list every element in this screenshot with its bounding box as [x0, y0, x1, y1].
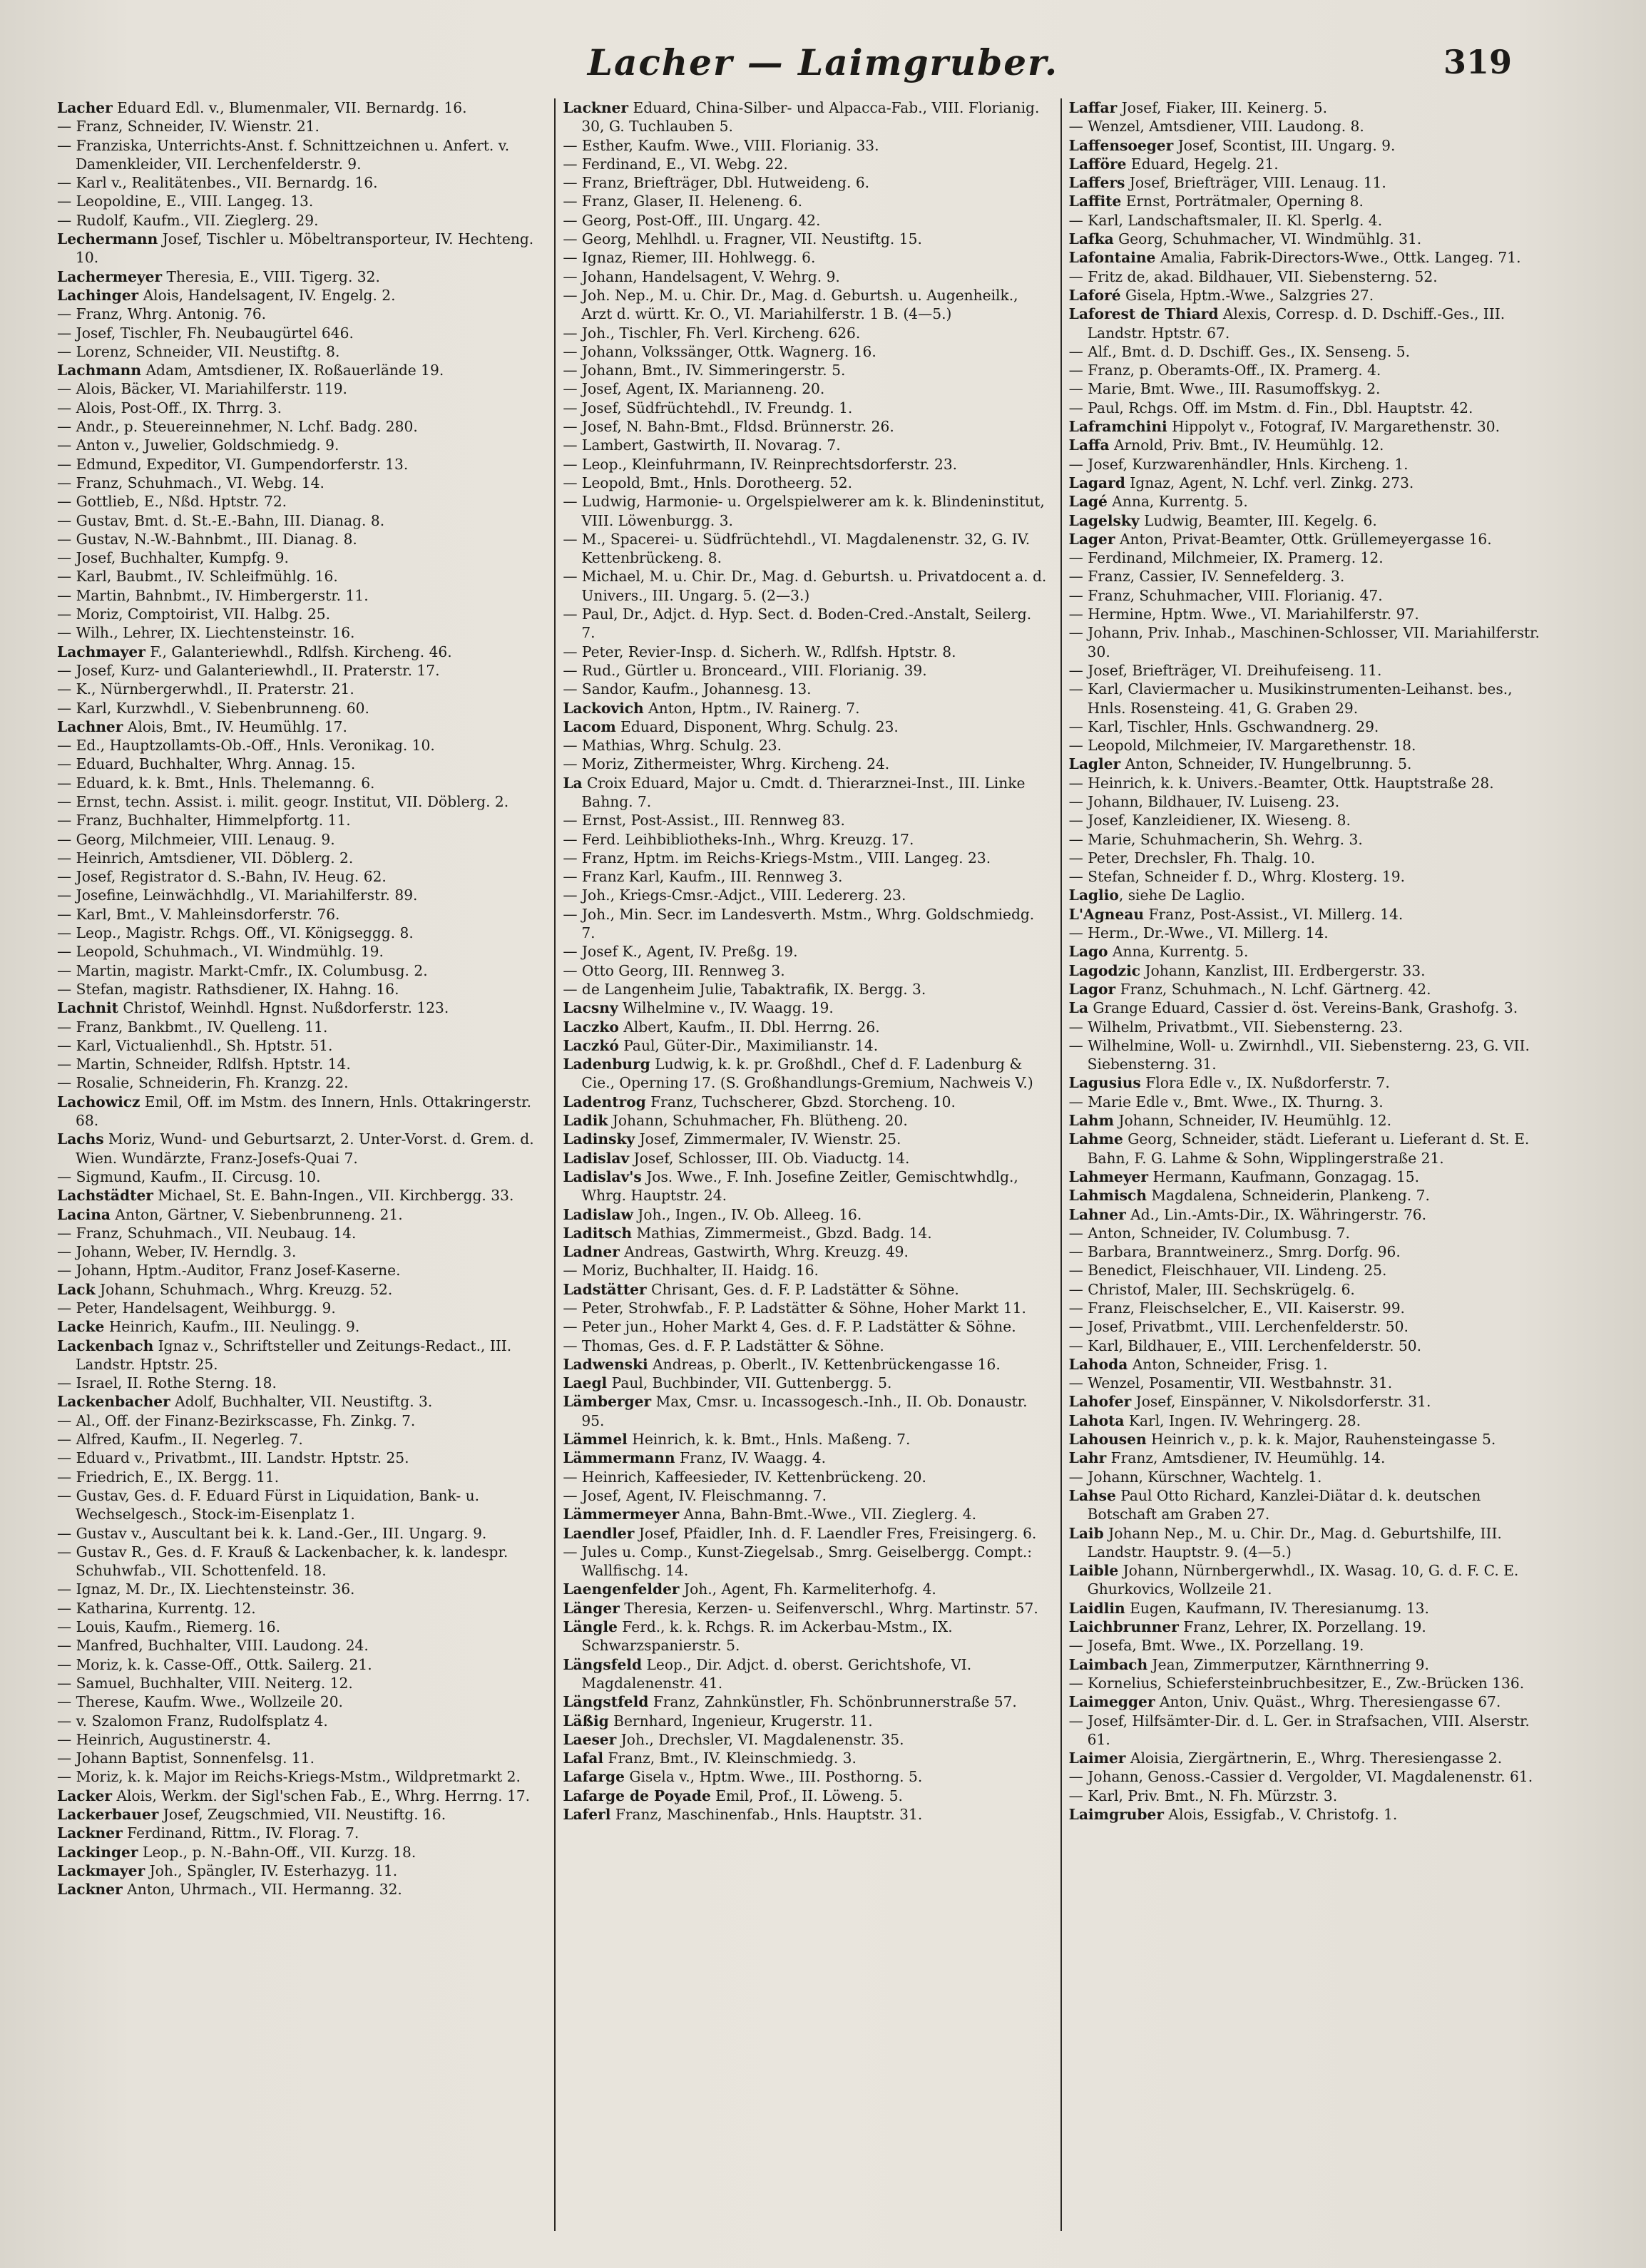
directory-entry: Lackinger Leop., p. N.-Bahn-Off., VII. Kurzg. 18. — [57, 1843, 416, 1861]
directory-entry: Lagler Anton, Schneider, IV. Hungelbrunng. 5. — [1068, 755, 1412, 773]
directory-entry: — Alois, Post-Off., IX. Thrrg. 3. — [57, 399, 282, 417]
directory-entry: Laffar Josef, Fiaker, III. Keinerg. 5. — [1068, 99, 1328, 116]
directory-entry: — Gustav, Ges. d. F. Eduard Fürst in Liquidation, Bank- u. Wechselgesch., Stock-im-Eisenplatz 1. — [57, 1486, 480, 1523]
directory-entry: Längle Ferd., k. k. Rchgs. R. im Ackerbau-Mstm., IX. Schwarzspanierstr. 5. — [563, 1618, 953, 1655]
directory-entry: — Joh., Kriegs-Cmsr.-Adjct., VIII. Ledererg. 23. — [563, 887, 906, 904]
directory-entry: Laffensoeger Josef, Scontist, III. Ungarg. 9. — [1068, 136, 1396, 154]
directory-entry: — Franziska, Unterrichts-Anst. f. Schnittzeichnen u. Anfert. v. Damenkleider, VII. Lerchenfelderstr. 9. — [57, 136, 510, 173]
directory-entry: — Josef, N. Bahn-Bmt., Fldsd. Brünnerstr. 26. — [563, 418, 894, 436]
directory-entry: — Karl, Priv. Bmt., N. Fh. Mürzstr. 3. — [1068, 1787, 1338, 1804]
directory-entry: — Leop., Kleinfuhrmann, IV. Reinprechtsdorferstr. 23. — [563, 455, 958, 473]
directory-entry: Lämmermann Franz, IV. Waagg. 4. — [563, 1449, 827, 1467]
directory-entry: Laimer Aloisia, Ziergärtnerin, E., Whrg. Theresiengasse 2. — [1068, 1749, 1503, 1767]
directory-entry: L'Agneau Franz, Post-Assist., VI. Millerg. 14. — [1068, 905, 1404, 923]
directory-entry: Laib Johann Nep., M. u. Chir. Dr., Mag. d. Geburtshilfe, III. Landstr. Hauptstr. 9. (4—5.) — [1068, 1524, 1502, 1560]
directory-entry: Länger Theresia, Kerzen- u. Seifenverschl., Whrg. Martinstr. 57. — [563, 1599, 1038, 1617]
directory-entry: Lämberger Max, Cmsr. u. Incassogesch.-Inh., II. Ob. Donaustr. 95. — [563, 1393, 1028, 1429]
directory-entry: Lafföre Eduard, Hegelg. 21. — [1068, 155, 1279, 173]
directory-entry: — Paul, Rchgs. Off. im Mstm. d. Fin., Dbl. Hauptstr. 42. — [1068, 399, 1473, 417]
page-number: 319 — [1443, 43, 1512, 81]
directory-entry: — Johann, Hptm.-Auditor, Franz Josef-Kaserne. — [57, 1262, 401, 1279]
column-right — [1060, 98, 1555, 2231]
directory-entry: Lackner Ferdinand, Rittm., IV. Florag. 7. — [57, 1824, 359, 1842]
directory-entry: Laimbach Jean, Zimmerputzer, Kärnthnerring 9. — [1068, 1655, 1429, 1673]
directory-entry: — Gustav R., Ges. d. F. Krauß & Lackenbacher, k. k. landespr. Schuhwfab., VII. Schottenfeld. 18. — [57, 1543, 508, 1580]
directory-entry: — Johann, Kürschner, Wachtelg. 1. — [1068, 1468, 1322, 1486]
directory-entry: — Rudolf, Kaufm., VII. Zieglerg. 29. — [57, 211, 319, 229]
directory-entry: — Alf., Bmt. d. D. Dschiff. Ges., IX. Senseng. 5. — [1068, 342, 1411, 360]
directory-entry: — Franz, p. Oberamts-Off., IX. Pramerg. 4. — [1068, 362, 1381, 379]
directory-entry: — Moriz, k. k. Casse-Off., Ottk. Sailerg. 21. — [57, 1655, 372, 1673]
directory-entry: — Karl, Victualienhdl., Sh. Hptstr. 51. — [57, 1036, 333, 1054]
directory-entry: — Georg, Mehlhdl. u. Fragner, VII. Neustiftg. 15. — [563, 230, 922, 248]
directory-entry: — Karl, Baubmt., IV. Schleifmühlg. 16. — [57, 568, 338, 586]
directory-entry: — Joh., Min. Secr. im Landesverth. Mstm., Whrg. Goldschmiedg. 7. — [563, 905, 1035, 942]
directory-entry: Laforest de Thiard Alexis, Corresp. d. D. Dschiff.-Ges., III. Landstr. Hptstr. 67. — [1068, 305, 1506, 342]
directory-entry: — Leopold, Bmt., Hnls. Dorotheerg. 52. — [563, 474, 852, 491]
directory-entry: — Josef, Tischler, Fh. Neubaugürtel 646. — [57, 324, 354, 342]
directory-entry: — Louis, Kaufm., Riemerg. 16. — [57, 1618, 281, 1636]
directory-entry: — Wenzel, Amtsdiener, VIII. Laudong. 8. — [1068, 118, 1364, 136]
column-left — [57, 98, 543, 2231]
directory-entry: — Karl, Landschaftsmaler, II. Kl. Sperlg. 4. — [1068, 211, 1383, 229]
directory-entry: — Franz, Schuhmach., VII. Neubaug. 14. — [57, 1224, 357, 1242]
directory-entry: Lachmann Adam, Amtsdiener, IX. Roßauerlände 19. — [57, 362, 444, 379]
directory-entry: Laimegger Anton, Univ. Quäst., Whrg. Theresiengasse 67. — [1068, 1693, 1501, 1711]
directory-entry: — Sigmund, Kaufm., II. Circusg. 10. — [57, 1168, 321, 1185]
directory-entry: Ladstätter Chrisant, Ges. d. F. P. Ladstätter & Söhne. — [563, 1280, 959, 1298]
directory-entry: — Martin, Schneider, Rdlfsh. Hptstr. 14. — [57, 1056, 351, 1073]
directory-entry: Lachermeyer Theresia, E., VIII. Tigerg. 32. — [57, 267, 380, 285]
directory-entry: Lacom Eduard, Disponent, Whrg. Schulg. 23. — [563, 717, 899, 735]
directory-entry: La Grange Eduard, Cassier d. öst. Vereins-Bank, Grashofg. 3. — [1068, 999, 1518, 1017]
directory-entry: — Edmund, Expeditor, VI. Gumpendorferstr. 13. — [57, 455, 409, 473]
directory-entry: Lackerbauer Josef, Zeugschmied, VII. Neustiftg. 16. — [57, 1806, 446, 1824]
directory-entry: — v. Szalomon Franz, Rudolfsplatz 4. — [57, 1712, 328, 1730]
directory-entry: — Peter, Drechsler, Fh. Thalg. 10. — [1068, 849, 1315, 867]
running-head: Lacher — Laimgruber. — [587, 41, 1059, 83]
directory-entry: Lafarge Gisela v., Hptm. Wwe., III. Posthorng. 5. — [563, 1768, 923, 1786]
directory-entry: Ladik Johann, Schuhmacher, Fh. Blütheng. 20. — [563, 1112, 908, 1130]
directory-entry: — Josef, Kanzleidiener, IX. Wieseng. 8. — [1068, 812, 1351, 829]
directory-entry: — Anton v., Juwelier, Goldschmiedg. 9. — [57, 436, 339, 454]
directory-entry: Laglio, siehe De Laglio. — [1068, 887, 1245, 904]
directory-entry: — Franz, Buchhalter, Himmelpfortg. 11. — [57, 812, 351, 829]
directory-entry: La Croix Eduard, Major u. Cmdt. d. Thierarznei-Inst., III. Linke Bahng. 7. — [563, 774, 1026, 810]
directory-entry: Lahmeyer Hermann, Kaufmann, Gonzagag. 15. — [1068, 1168, 1420, 1185]
directory-entry: — Moriz, Comptoirist, VII. Halbg. 25. — [57, 606, 331, 623]
directory-entry: — Josef, Buchhalter, Kumpfg. 9. — [57, 549, 289, 567]
directory-entry: — Ferdinand, E., VI. Webg. 22. — [563, 155, 788, 173]
directory-entry: — Wenzel, Posamentir, VII. Westbahnstr. 31. — [1068, 1374, 1393, 1392]
directory-entry: Lackner Eduard, China-Silber- und Alpacca-Fab., VIII. Florianig. 30, G. Tuchlauben 5. — [563, 99, 1040, 136]
directory-entry: — Karl, Claviermacher u. Musikinstrumenten-Leihanst. bes., Hnls. Rosensteing. 41, G. Graben 29. — [1068, 680, 1513, 717]
directory-entry: — Kornelius, Schiefersteinbruchbesitzer, E., Zw.-Brücken 136. — [1068, 1674, 1525, 1692]
directory-entry: Laczko Albert, Kaufm., II. Dbl. Herrng. 26. — [563, 1018, 880, 1036]
directory-entry: — Andr., p. Steuereinnehmer, N. Lchf. Badg. 280. — [57, 418, 418, 436]
directory-entry: — Josefa, Bmt. Wwe., IX. Porzellang. 19. — [1068, 1637, 1364, 1655]
directory-entry: — Martin, magistr. Markt-Cmfr., IX. Columbusg. 2. — [57, 961, 428, 979]
directory-entry: — Benedict, Fleischhauer, VII. Lindeng. 25. — [1068, 1262, 1387, 1279]
directory-entry: — Franz, Schneider, IV. Wienstr. 21. — [57, 118, 320, 136]
directory-entry: Lackner Anton, Uhrmach., VII. Hermanng. 32. — [57, 1881, 402, 1899]
directory-entry: Ladenburg Ludwig, k. k. pr. Großhdl., Chef d. F. Ladenburg & Cie., Operning 17. (S. Großhandlungs-Gremium, Nachweis V.) — [563, 1056, 1033, 1092]
directory-entry: — Moriz, k. k. Major im Reichs-Kriegs-Mstm., Wildpretmarkt 2. — [57, 1768, 521, 1786]
directory-entry: — Martin, Bahnbmt., IV. Himbergerstr. 11. — [57, 586, 369, 604]
directory-entry: — Joh. Nep., M. u. Chir. Dr., Mag. d. Geburtsh. u. Augenheilk., Arzt d. württ. Kr. O., VI. Mariahilferstr. 1 B. (4—5.) — [563, 286, 1018, 323]
directory-entry: — Johann, Priv. Inhab., Maschinen-Schlosser, VII. Mariahilferstr. 30. — [1068, 624, 1540, 660]
directory-entry: — Karl, Kurzwhdl., V. Siebenbrunneng. 60. — [57, 699, 369, 717]
directory-entry: Lämmel Heinrich, k. k. Bmt., Hnls. Maßeng. 7. — [563, 1431, 911, 1449]
directory-entry: Lahm Johann, Schneider, IV. Heumühlg. 12. — [1068, 1112, 1392, 1130]
directory-entry: Lago Anna, Kurrentg. 5. — [1068, 943, 1249, 961]
directory-entry: Laffa Arnold, Priv. Bmt., IV. Heumühlg. 12. — [1068, 436, 1384, 454]
directory-entry: — Leop., Magistr. Rchgs. Off., VI. Königseggg. 8. — [57, 924, 414, 942]
directory-entry: — Moriz, Buchhalter, II. Haidg. 16. — [563, 1262, 819, 1279]
directory-entry: — Josef, Briefträger, VI. Dreihufeiseng. 11. — [1068, 661, 1382, 679]
directory-entry: Laczkó Paul, Güter-Dir., Maximilianstr. 14. — [563, 1036, 879, 1054]
directory-entry: — Anton, Schneider, IV. Columbusg. 7. — [1068, 1224, 1350, 1242]
directory-entry: — Israel, II. Rothe Sterng. 18. — [57, 1374, 277, 1392]
directory-entry: — Gustav, Bmt. d. St.-E.-Bahn, III. Dianag. 8. — [57, 511, 385, 529]
directory-entry: Lagodzic Johann, Kanzlist, III. Erdbergerstr. 33. — [1068, 961, 1426, 979]
directory-entry: — Lambert, Gastwirth, II. Novarag. 7. — [563, 436, 841, 454]
directory-entry: Laffite Ernst, Porträtmaler, Operning 8. — [1068, 193, 1364, 210]
directory-entry: Lahse Paul Otto Richard, Kanzlei-Diätar d. k. deutschen Botschaft am Graben 27. — [1068, 1486, 1481, 1523]
directory-entry: — Al., Off. der Finanz-Bezirkscasse, Fh. Zinkg. 7. — [57, 1411, 416, 1429]
column-middle — [554, 98, 1048, 2231]
directory-entry: — Marie, Bmt. Wwe., III. Rasumoffskyg. 2. — [1068, 380, 1381, 398]
directory-entry: Lachs Moriz, Wund- und Geburtsarzt, 2. Unter-Vorst. d. Grem. d. Wien. Wundärzte, Franz-Josefs-Quai 7. — [57, 1130, 534, 1167]
directory-entry: Laidlin Eugen, Kaufmann, IV. Theresianumg. 13. — [1068, 1599, 1429, 1617]
directory-entry: — Manfred, Buchhalter, VIII. Laudong. 24. — [57, 1637, 369, 1655]
directory-entry: — Heinrich, Kaffeesieder, IV. Kettenbrückeng. 20. — [563, 1468, 926, 1486]
directory-entry: Laengenfelder Joh., Agent, Fh. Karmeliterhofg. 4. — [563, 1580, 936, 1598]
directory-entry: — Peter jun., Hoher Markt 4, Ges. d. F. P. Ladstätter & Söhne. — [563, 1318, 1016, 1336]
directory-entry: — Ludwig, Harmonie- u. Orgelspielwerer am k. k. Blindeninstitut, VIII. Löwenburgg. 3. — [563, 493, 1045, 529]
directory-entry: — Hermine, Hptm. Wwe., VI. Mariahilferstr. 97. — [1068, 606, 1419, 623]
directory-entry: — Heinrich, Amtsdiener, VII. Döblerg. 2. — [57, 849, 354, 867]
directory-entry: — Eduard v., Privatbmt., III. Landstr. Hptstr. 25. — [57, 1449, 409, 1467]
directory-entry: — Johann, Bildhauer, IV. Luiseng. 23. — [1068, 792, 1340, 810]
directory-entry: — Gustav v., Auscultant bei k. k. Land.-Ger., III. Ungarg. 9. — [57, 1524, 487, 1542]
directory-entry: — Josef, Registrator d. S.-Bahn, IV. Heug. 62. — [57, 868, 387, 886]
directory-entry: — Sandor, Kaufm., Johannesg. 13. — [563, 680, 812, 698]
directory-entry: — Stefan, Schneider f. D., Whrg. Klosterg. 19. — [1068, 868, 1406, 886]
directory-entry: — Friedrich, E., IX. Bergg. 11. — [57, 1468, 280, 1486]
directory-entry: — K., Nürnbergerwhdl., II. Praterstr. 21. — [57, 680, 354, 698]
directory-entry: Lahme Georg, Schneider, städt. Lieferant u. Lieferant d. St. E. Bahn, F. G. Lahme & Sohn, Wipplingerstraße 21. — [1068, 1130, 1530, 1167]
directory-entry: — Wilh., Lehrer, IX. Liechtensteinstr. 16. — [57, 624, 355, 642]
directory-entry: — Franz, Cassier, IV. Sennefelderg. 3. — [1068, 568, 1345, 586]
directory-entry: — Josefine, Leinwächhdlg., VI. Mariahilferstr. 89. — [57, 887, 418, 904]
directory-entry: — Karl, Bildhauer, E., VIII. Lerchenfelderstr. 50. — [1068, 1337, 1422, 1354]
directory-entry: Läßig Bernhard, Ingenieur, Krugerstr. 11. — [563, 1712, 873, 1730]
directory-entry: — Moriz, Zithermeister, Whrg. Kircheng. 24. — [563, 755, 890, 773]
directory-entry: — Heinrich, k. k. Univers.-Beamter, Ottk. Hauptstraße 28. — [1068, 774, 1494, 792]
directory-entry: — Lorenz, Schneider, VII. Neustiftg. 8. — [57, 342, 340, 360]
directory-entry: — Alfred, Kaufm., II. Negerleg. 7. — [57, 1431, 303, 1449]
directory-entry: Lacina Anton, Gärtner, V. Siebenbrunneng. 21. — [57, 1205, 403, 1223]
directory-entry: Lafarge de Poyade Emil, Prof., II. Löweng. 5. — [563, 1787, 903, 1804]
directory-entry: Lager Anton, Privat-Beamter, Ottk. Grüllemeyergasse 16. — [1068, 530, 1492, 548]
directory-entry: Lacker Alois, Werkm. der Sigl'schen Fab., E., Whrg. Herrng. 17. — [57, 1787, 531, 1804]
directory-entry: Laendler Josef, Pfaidler, Inh. d. F. Laendler Fres, Freisingerg. 6. — [563, 1524, 1037, 1542]
directory-entry: — Herm., Dr.-Wwe., VI. Millerg. 14. — [1068, 924, 1329, 942]
directory-entry: — Thomas, Ges. d. F. P. Ladstätter & Söhne. — [563, 1337, 884, 1354]
directory-entry: — Karl, Bmt., V. Mahleinsdorferstr. 76. — [57, 905, 340, 923]
directory-entry: Lackenbacher Adolf, Buchhalter, VII. Neustiftg. 3. — [57, 1393, 433, 1411]
directory-entry: — Franz, Bankbmt., IV. Quelleng. 11. — [57, 1018, 328, 1036]
directory-entry: Lacher Eduard Edl. v., Blumenmaler, VII. Bernardg. 16. — [57, 99, 467, 116]
directory-entry: Lagé Anna, Kurrentg. 5. — [1068, 493, 1248, 511]
directory-entry: — Franz, Glaser, II. Heleneng. 6. — [563, 193, 802, 210]
directory-entry: Laframchini Hippolyt v., Fotograf, IV. Margarethenstr. 30. — [1068, 418, 1501, 436]
directory-entry: — Josef, Hilfsämter-Dir. d. L. Ger. in Strafsachen, VIII. Alserstr. 61. — [1068, 1712, 1530, 1748]
directory-entry: — Johann, Handelsagent, V. Wehrg. 9. — [563, 267, 840, 285]
directory-entry: — Wilhelmine, Woll- u. Zwirnhdl., VII. Siebensterng. 23, G. VII. Siebensterng. 31. — [1068, 1036, 1530, 1073]
directory-entry: — Rosalie, Schneiderin, Fh. Kranzg. 22. — [57, 1074, 349, 1092]
directory-entry: — Otto Georg, III. Rennweg 3. — [563, 961, 785, 979]
directory-entry: — Josef, Agent, IX. Marianneng. 20. — [563, 380, 825, 398]
directory-entry: — Stefan, magistr. Rathsdiener, IX. Hahng. 16. — [57, 980, 399, 998]
directory-entry: Lagusius Flora Edle v., IX. Nußdorferstr. 7. — [1068, 1074, 1390, 1092]
directory-entry: — Josef, Südfrüchtehdl., IV. Freundg. 1. — [563, 399, 853, 417]
directory-entry: — Barbara, Branntweinerz., Smrg. Dorfg. 96. — [1068, 1243, 1401, 1261]
directory-entry: Laichbrunner Franz, Lehrer, IX. Porzellang. 19. — [1068, 1618, 1426, 1636]
directory-entry: Lafal Franz, Bmt., IV. Kleinschmiedg. 3. — [563, 1749, 857, 1767]
directory-entry: Lafontaine Amalia, Fabrik-Directors-Wwe., Ottk. Langeg. 71. — [1068, 249, 1521, 267]
directory-entry: — Franz Karl, Kaufm., III. Rennweg 3. — [563, 868, 843, 886]
directory-entry: — Michael, M. u. Chir. Dr., Mag. d. Geburtsh. u. Privatdocent a. d. Univers., III. Ungarg. 5. (2—3.) — [563, 568, 1047, 604]
directory-entry: — Esther, Kaufm. Wwe., VIII. Florianig. 33. — [563, 136, 879, 154]
directory-entry: Lachnit Christof, Weinhdl. Hgnst. Nußdorferstr. 123. — [57, 999, 449, 1017]
directory-entry: — Ed., Hauptzollamts-Ob.-Off., Hnls. Veronikag. 10. — [57, 737, 435, 755]
directory-entry: — Josef, Kurz- und Galanteriewhdl., II. Praterstr. 17. — [57, 661, 440, 679]
directory-entry: — Therese, Kaufm. Wwe., Wollzeile 20. — [57, 1693, 343, 1711]
directory-entry: Lahmisch Magdalena, Schneiderin, Plankeng. 7. — [1068, 1187, 1430, 1205]
directory-entry: Lachinger Alois, Handelsagent, IV. Engelg. 2. — [57, 286, 396, 304]
directory-entry: Lackenbach Ignaz v., Schriftsteller und Zeitungs-Redact., III. Landstr. Hptstr. 25. — [57, 1337, 512, 1373]
directory-entry: Ladentrog Franz, Tuchscherer, Gbzd. Storcheng. 10. — [563, 1093, 956, 1110]
directory-entry: — Johann, Weber, IV. Herndlg. 3. — [57, 1243, 297, 1261]
directory-entry: Ladislav's Jos. Wwe., F. Inh. Josefine Zeitler, Gemischtwhdlg., Whrg. Hauptstr. 24. — [563, 1168, 1018, 1205]
directory-entry: — Franz, Schuhmach., VI. Webg. 14. — [57, 474, 324, 491]
directory-entry: — Ferd. Leihbibliotheks-Inh., Whrg. Kreuzg. 17. — [563, 830, 914, 848]
directory-entry: — Franz, Schuhmacher, VIII. Florianig. 47. — [1068, 586, 1383, 604]
columns — [57, 98, 1555, 2231]
directory-entry: — Eduard, k. k. Bmt., Hnls. Thelemanng. 6. — [57, 774, 375, 792]
directory-entry: — Joh., Tischler, Fh. Verl. Kircheng. 626. — [563, 324, 861, 342]
directory-entry: — Ignaz, M. Dr., IX. Liechtensteinstr. 36. — [57, 1580, 355, 1598]
directory-entry: — Marie, Schuhmacherin, Sh. Wehrg. 3. — [1068, 830, 1363, 848]
directory-entry: — Johann Baptist, Sonnenfelsg. 11. — [57, 1749, 315, 1767]
directory-entry: — Josef, Agent, IV. Fleischmanng. 7. — [563, 1486, 827, 1504]
directory-entry: Laditsch Mathias, Zimmermeist., Gbzd. Badg. 14. — [563, 1224, 932, 1242]
directory-entry: Längstfeld Franz, Zahnkünstler, Fh. Schönbrunnerstraße 57. — [563, 1693, 1017, 1711]
directory-entry: — Ferdinand, Milchmeier, IX. Pramerg. 12. — [1068, 549, 1384, 567]
directory-entry: Laegl Paul, Buchbinder, VII. Guttenbergg. 5. — [563, 1374, 892, 1392]
directory-entry: Ladinsky Josef, Zimmermaler, IV. Wienstr. 25. — [563, 1130, 901, 1148]
directory-entry: Ladwenski Andreas, p. Oberlt., IV. Kettenbrückengasse 16. — [563, 1355, 1001, 1373]
directory-entry: Lacsny Wilhelmine v., IV. Waagg. 19. — [563, 999, 834, 1017]
directory-entry: Lahner Ad., Lin.-Amts-Dir., IX. Währingerstr. 76. — [1068, 1205, 1427, 1223]
directory-entry: Lacke Heinrich, Kaufm., III. Neulingg. 9. — [57, 1318, 360, 1336]
directory-entry: — Christof, Maler, III. Sechskrügelg. 6. — [1068, 1280, 1355, 1298]
directory-entry: — Eduard, Buchhalter, Whrg. Annag. 15. — [57, 755, 356, 773]
directory-entry: — Karl v., Realitätenbes., VII. Bernardg. 16. — [57, 174, 378, 192]
directory-entry: Längsfeld Leop., Dir. Adjct. d. oberst. Gerichtshofe, VI. Magdalenenstr. 41. — [563, 1655, 972, 1692]
directory-entry: Lahousen Heinrich v., p. k. k. Major, Rauhensteingasse 5. — [1068, 1431, 1496, 1449]
directory-entry: Lafka Georg, Schuhmacher, VI. Windmühlg. 31. — [1068, 230, 1422, 248]
directory-entry: — Leopold, Milchmeier, IV. Margarethenstr. 18. — [1068, 737, 1416, 755]
directory-entry: Lahofer Josef, Einspänner, V. Nikolsdorferstr. 31. — [1068, 1393, 1431, 1411]
directory-entry: — Johann, Volkssänger, Ottk. Wagnerg. 16. — [563, 342, 876, 360]
directory-entry: — Heinrich, Augustinerstr. 4. — [57, 1730, 271, 1748]
directory-entry: Laible Johann, Nürnbergerwhdl., IX. Wasag. 10, G. d. F. C. E. Ghurkovics, Wollzeile 21. — [1068, 1562, 1519, 1598]
directory-entry: — Franz, Whrg. Antonig. 76. — [57, 305, 267, 323]
directory-entry: — Peter, Handelsagent, Weihburgg. 9. — [57, 1299, 336, 1317]
directory-entry: Lackovich Anton, Hptm., IV. Rainerg. 7. — [563, 699, 860, 717]
directory-entry: — Georg, Milchmeier, VIII. Lenaug. 9. — [57, 830, 335, 848]
directory-entry: — Georg, Post-Off., III. Ungarg. 42. — [563, 211, 821, 229]
directory-entry: Lagard Ignaz, Agent, N. Lchf. verl. Zinkg. 273. — [1068, 474, 1414, 491]
directory-entry: Lachowicz Emil, Off. im Mstm. des Innern, Hnls. Ottakringerstr. 68. — [57, 1093, 532, 1130]
directory-entry: — Josef, Kurzwarenhändler, Hnls. Kircheng. 1. — [1068, 455, 1409, 473]
directory-entry: Ladislaw Joh., Ingen., IV. Ob. Alleeg. 16. — [563, 1205, 862, 1223]
directory-entry: — Franz, Briefträger, Dbl. Hutweideng. 6. — [563, 174, 870, 192]
directory-entry: — Johann, Genoss.-Cassier d. Vergolder, VI. Magdalenenstr. 61. — [1068, 1768, 1533, 1786]
directory-entry: — de Langenheim Julie, Tabaktrafik, IX. Bergg. 3. — [563, 980, 926, 998]
page-header — [0, 29, 1646, 100]
directory-entry: — M., Spacerei- u. Südfrüchtehdl., VI. Magdalenenstr. 32, G. IV. Kettenbrückeng. 8. — [563, 530, 1031, 567]
directory-entry: Lack Johann, Schuhmach., Whrg. Kreuzg. 52. — [57, 1280, 393, 1298]
directory-entry: Ladner Andreas, Gastwirth, Whrg. Kreuzg. 49. — [563, 1243, 909, 1261]
directory-entry: — Johann, Bmt., IV. Simmeringerstr. 5. — [563, 362, 846, 379]
directory-entry: Lackmayer Joh., Spängler, IV. Esterhazyg. 11. — [57, 1861, 398, 1879]
directory-entry: — Peter, Strohwfab., F. P. Ladstätter & Söhne, Hoher Markt 11. — [563, 1299, 1026, 1317]
directory-entry: — Ernst, Post-Assist., III. Rennweg 83. — [563, 812, 845, 829]
directory-entry: — Leopold, Schuhmach., VI. Windmühlg. 19. — [57, 943, 384, 961]
directory-entry: — Alois, Bäcker, VI. Mariahilferstr. 119. — [57, 380, 347, 398]
directory-entry: Lahota Karl, Ingen. IV. Wehringerg. 28. — [1068, 1411, 1361, 1429]
directory-entry: — Franz, Hptm. im Reichs-Kriegs-Mstm., VIII. Langeg. 23. — [563, 849, 991, 867]
directory-entry: — Gottlieb, E., Nßd. Hptstr. 72. — [57, 493, 287, 511]
directory-entry: — Rud., Gürtler u. Bronceard., VIII. Florianig. 39. — [563, 661, 927, 679]
directory-entry: — Ernst, techn. Assist. i. milit. geogr. Institut, VII. Döblerg. 2. — [57, 792, 509, 810]
directory-entry: — Ignaz, Riemer, III. Hohlwegg. 6. — [563, 249, 816, 267]
directory-entry: Laffers Josef, Briefträger, VIII. Lenaug. 11. — [1068, 174, 1386, 192]
directory-entry: Lahr Franz, Amtsdiener, IV. Heumühlg. 14. — [1068, 1449, 1386, 1467]
directory-entry: — Samuel, Buchhalter, VIII. Neiterg. 12. — [57, 1674, 353, 1692]
directory-entry: — Gustav, N.-W.-Bahnbmt., III. Dianag. 8. — [57, 530, 357, 548]
directory-entry: Laeser Joh., Drechsler, VI. Magdalenenstr. 35. — [563, 1730, 904, 1748]
directory-entry: — Peter, Revier-Insp. d. Sicherh. W., Rdlfsh. Hptstr. 8. — [563, 643, 956, 660]
directory-entry: Lagor Franz, Schuhmach., N. Lchf. Gärtnerg. 42. — [1068, 980, 1431, 998]
directory-entry: — Jules u. Comp., Kunst-Ziegelsab., Smrg. Geiselbergg. Compt.: Wallfischg. 14. — [563, 1543, 1033, 1580]
directory-entry: Laimgruber Alois, Essigfab., V. Christofg. 1. — [1068, 1806, 1398, 1824]
directory-entry: — Wilhelm, Privatbmt., VII. Siebensterng. 23. — [1068, 1018, 1404, 1036]
directory-entry: — Marie Edle v., Bmt. Wwe., IX. Thurng. 3. — [1068, 1093, 1384, 1110]
directory-entry: — Franz, Fleischselcher, E., VII. Kaiserstr. 99. — [1068, 1299, 1405, 1317]
directory-entry: Ladislav Josef, Schlosser, III. Ob. Viaductg. 14. — [563, 1149, 910, 1167]
directory-entry: — Mathias, Whrg. Schulg. 23. — [563, 737, 782, 755]
directory-entry: Lachmayer F., Galanteriewhdl., Rdlfsh. Kircheng. 46. — [57, 643, 452, 660]
directory-entry: — Paul, Dr., Adjct. d. Hyp. Sect. d. Boden-Cred.-Anstalt, Seilerg. 7. — [563, 606, 1032, 642]
directory-entry: Lagelsky Ludwig, Beamter, III. Kegelg. 6. — [1068, 511, 1377, 529]
directory-entry: Lachner Alois, Bmt., IV. Heumühlg. 17. — [57, 717, 347, 735]
directory-entry: — Josef K., Agent, IV. Preßg. 19. — [563, 943, 798, 961]
directory-entry: Lämmermeyer Anna, Bahn-Bmt.-Wwe., VII. Zieglerg. 4. — [563, 1506, 977, 1523]
directory-entry: — Fritz de, akad. Bildhauer, VII. Siebensterng. 52. — [1068, 267, 1438, 285]
directory-entry: Lachstädter Michael, St. E. Bahn-Ingen., VII. Kirchbergg. 33. — [57, 1187, 514, 1205]
directory-entry: — Karl, Tischler, Hnls. Gschwandnerg. 29. — [1068, 717, 1379, 735]
directory-entry: Laferl Franz, Maschinenfab., Hnls. Hauptstr. 31. — [563, 1806, 923, 1824]
directory-entry: Laforé Gisela, Hptm.-Wwe., Salzgries 27. — [1068, 286, 1374, 304]
directory-entry: — Leopoldine, E., VIII. Langeg. 13. — [57, 193, 314, 210]
directory-entry: — Katharina, Kurrentg. 12. — [57, 1599, 256, 1617]
directory-entry: — Josef, Privatbmt., VIII. Lerchenfelderstr. 50. — [1068, 1318, 1409, 1336]
directory-entry: Lechermann Josef, Tischler u. Möbeltransporteur, IV. Hechteng. 10. — [57, 230, 534, 267]
directory-entry: Lahoda Anton, Schneider, Frisg. 1. — [1068, 1355, 1328, 1373]
